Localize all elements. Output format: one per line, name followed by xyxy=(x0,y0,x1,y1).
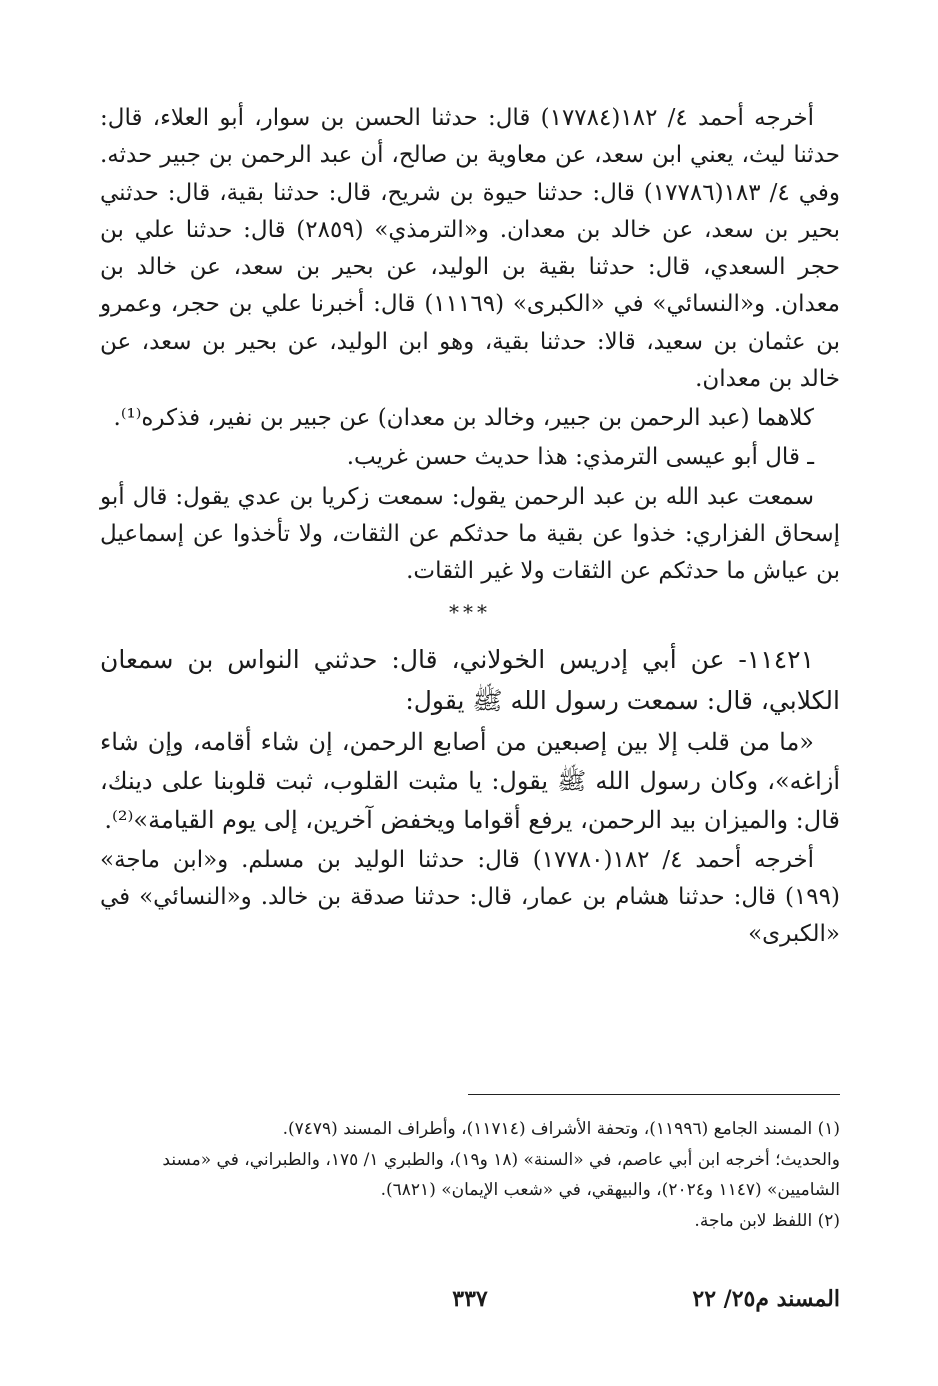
tirmidhi-grading: ـ قال أبو عيسى الترمذي: هذا حديث حسن غريب. xyxy=(346,444,814,471)
section-separator: *** xyxy=(449,600,491,625)
volume-signature: المسند م٢٥/ ٢٢ xyxy=(692,1286,840,1312)
takhrij-paragraph-1: أخرجه أحمد ٤/ ١٨٢(١٧٧٨٤) قال: حدثنا الحسن بن سوار، أبو العلاء، قال: حدثنا ليث، يعني ابن سعد، عن معاوية بن صالح، أن عبد الرحمن بن جبير حدثه. وفي ٤/ ١٨٣(١٧٧٨٦) قال: حدثنا حيوة بن شريح، قال: حدثنا بقية، قال: حدثني بحير بن سعد، عن خالد بن معدان. و«الترمذي» (٢٨٥٩) قال: حدثنا علي بن حجر السعدي، قال: حدثنا بقية بن الوليد، عن بحير بن سعد، عن خالد بن معدان. و«النسائي» في «الكبرى» (١١١٦٩) قال: أخبرنا علي بن حجر، وعمرو بن عثمان بن سعيد، قالا: حدثنا بقية، وهو ابن الوليد، عن بحير بن سعد، عن خالد بن معدان. xyxy=(100,105,840,392)
footnotes xyxy=(100,1114,840,1236)
footnote-1-continued: والحديث؛ أخرجه ابن أبي عاصم، في «السنة» (١٨ و١٩)، والطبري ١/ ١٧٥، والطبراني، في «مسند الشاميين» (١١٤٧ و٢٠٢٤)، والبيهقي، في «شعب الإيمان» (٦٨٢١). xyxy=(162,1149,840,1201)
hadith-isnad-heading: ١١٤٢١- عن أبي إدريس الخولاني، قال: حدثني النواس بن سمعان الكلابي، قال: سمعت رسول الله ﷺ يقول: xyxy=(100,644,840,715)
takhrij-paragraph-2: أخرجه أحمد ٤/ ١٨٢(١٧٧٨٠) قال: حدثنا الوليد بن مسلم. و«ابن ماجة» (١٩٩) قال: حدثنا هشام بن عمار، قال: حدثنا صدقة بن خالد. و«النسائي» في «الكبرى» xyxy=(100,846,840,948)
footnote-2: (٢) اللفظ لابن ماجة. xyxy=(694,1210,840,1231)
page-number: ٣٣٧ xyxy=(452,1286,488,1312)
fazari-quote-paragraph: سمعت عبد الله بن عبد الرحمن يقول: سمعت زكريا بن عدي يقول: قال أبو إسحاق الفزاري: خذوا عن بقية ما حدثكم عن الثقات، ولا تأخذوا عن إسماعيل بن عياش ما حدثكم عن الثقات ولا غير الثقات. xyxy=(100,483,840,584)
footnote-divider xyxy=(468,1094,840,1095)
page-footer xyxy=(100,1286,840,1326)
summary-paragraph: كلاهما (عبد الرحمن بن جبير، وخالد بن معدان) عن جبير بن نفير، فذكره⁽¹⁾. xyxy=(113,405,814,431)
main-text xyxy=(100,100,840,956)
footnote-1: (١) المسند الجامع (١١٩٩٦)، وتحفة الأشراف (١١٧١٤)، وأطراف المسند (٧٤٧٩). xyxy=(282,1119,840,1139)
hadith-matn: «ما من قلب إلا بين إصبعين من أصابع الرحمن، إن شاء أقامه، وإن شاء أزاغه»، وكان رسول الله ﷺ يقول: يا مثبت القلوب، ثبت قلوبنا على دينك، قال: والميزان بيد الرحمن، يرفع أقواما ويخفض آخرين، إلى يوم القيامة»⁽²⁾. xyxy=(100,728,840,834)
